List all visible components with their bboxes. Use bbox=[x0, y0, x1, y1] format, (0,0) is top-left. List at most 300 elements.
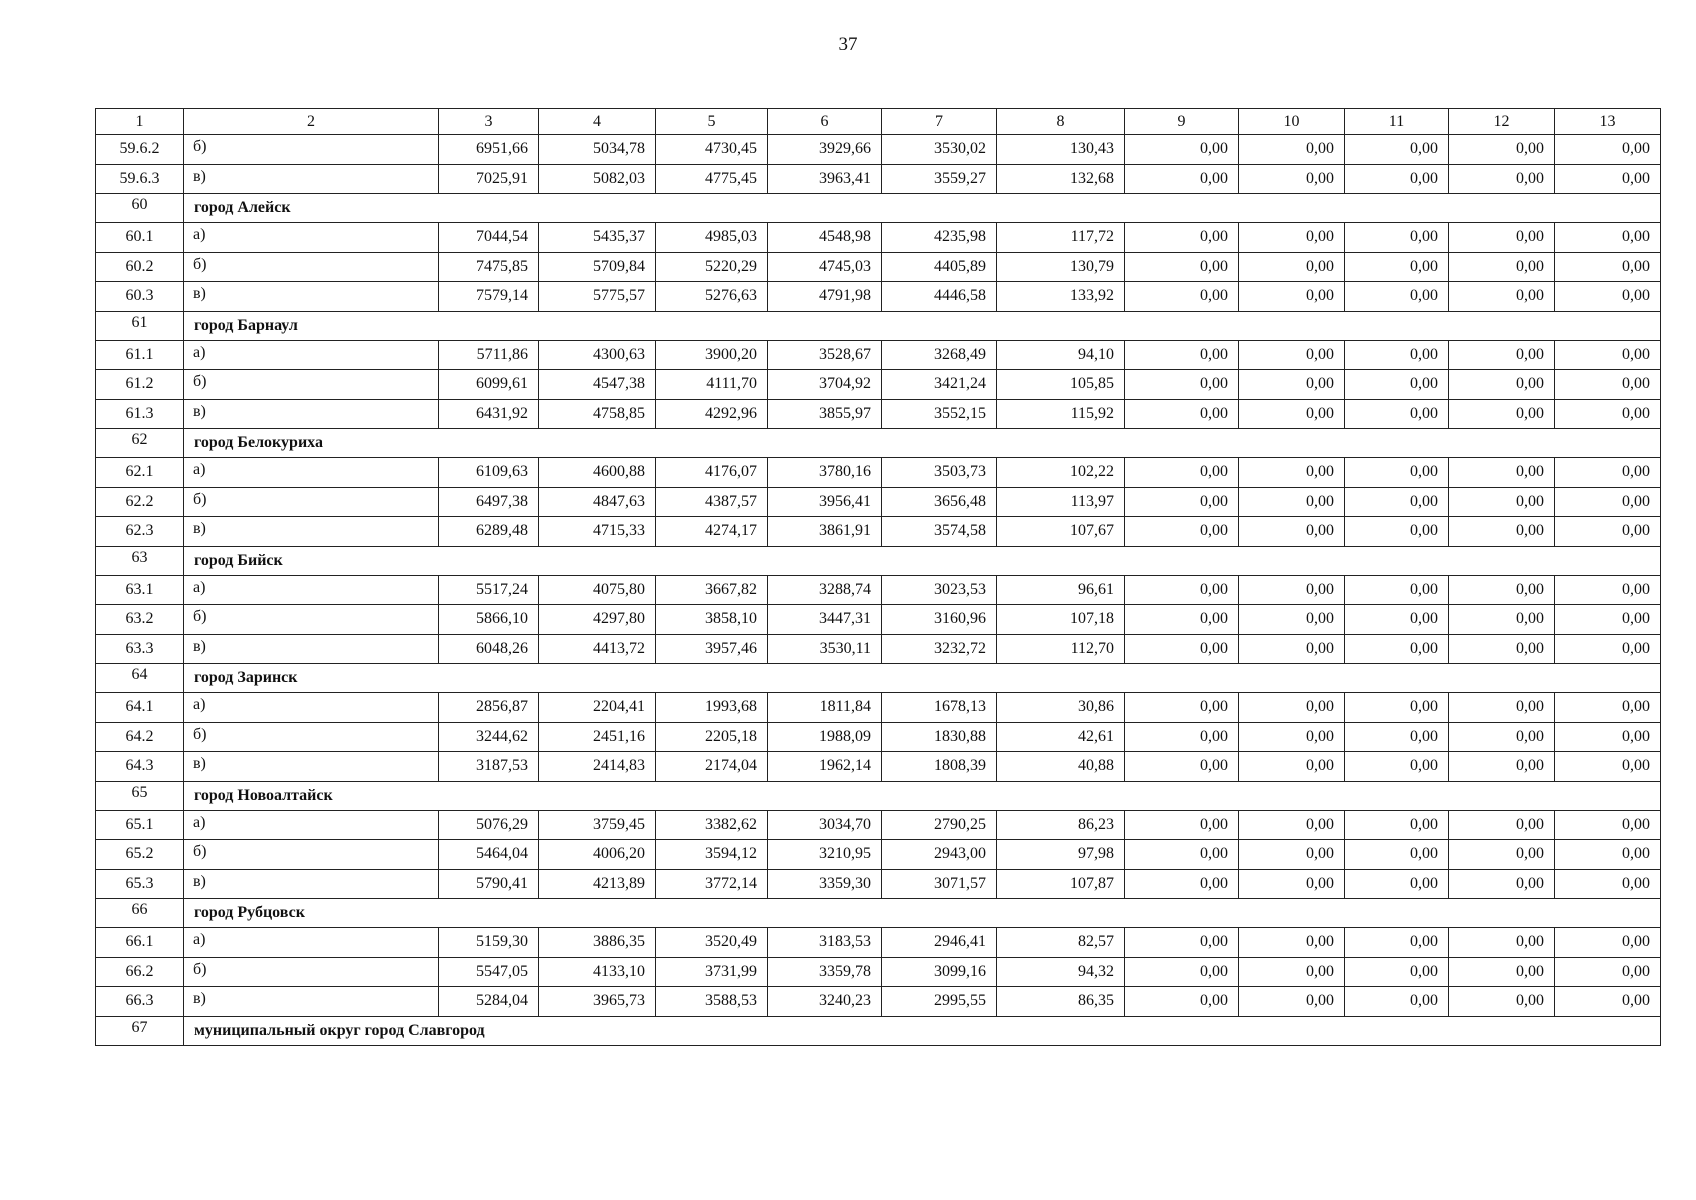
value-cell: 132,68 bbox=[997, 164, 1125, 194]
value-cell: 4213,89 bbox=[539, 869, 656, 899]
group-row bbox=[96, 664, 1661, 693]
value-cell: 107,87 bbox=[997, 869, 1125, 899]
value-cell: 1962,14 bbox=[768, 752, 882, 782]
value-cell: 4297,80 bbox=[539, 605, 656, 635]
column-header: 9 bbox=[1125, 109, 1239, 135]
column-header: 13 bbox=[1555, 109, 1661, 135]
value-cell: 94,10 bbox=[997, 340, 1125, 370]
value-cell: 3421,24 bbox=[882, 370, 997, 400]
value-cell: 0,00 bbox=[1555, 869, 1661, 899]
group-row bbox=[96, 194, 1661, 223]
row-code: 63.1 bbox=[96, 575, 184, 605]
value-cell: 0,00 bbox=[1239, 634, 1345, 664]
value-cell: 2946,41 bbox=[882, 928, 997, 958]
value-cell: 0,00 bbox=[1239, 282, 1345, 312]
value-cell: 4300,63 bbox=[539, 340, 656, 370]
value-cell: 0,00 bbox=[1449, 928, 1555, 958]
value-cell: 0,00 bbox=[1449, 164, 1555, 194]
value-cell: 0,00 bbox=[1449, 370, 1555, 400]
value-cell: 0,00 bbox=[1555, 517, 1661, 547]
value-cell: 3957,46 bbox=[656, 634, 768, 664]
value-cell: 3656,48 bbox=[882, 487, 997, 517]
table-row bbox=[96, 164, 1661, 194]
value-cell: 3759,45 bbox=[539, 810, 656, 840]
value-cell: 0,00 bbox=[1345, 869, 1449, 899]
value-cell: 6289,48 bbox=[439, 517, 539, 547]
group-name: город Алейск bbox=[184, 194, 1661, 223]
row-variant: б) bbox=[184, 252, 439, 282]
value-cell: 3588,53 bbox=[656, 987, 768, 1017]
value-cell: 0,00 bbox=[1345, 164, 1449, 194]
value-cell: 0,00 bbox=[1125, 399, 1239, 429]
row-code: 60.1 bbox=[96, 223, 184, 253]
row-variant: в) bbox=[184, 869, 439, 899]
value-cell: 0,00 bbox=[1449, 575, 1555, 605]
row-code: 63.3 bbox=[96, 634, 184, 664]
value-cell: 4446,58 bbox=[882, 282, 997, 312]
value-cell: 3232,72 bbox=[882, 634, 997, 664]
value-cell: 3160,96 bbox=[882, 605, 997, 635]
value-cell: 4715,33 bbox=[539, 517, 656, 547]
value-cell: 1988,09 bbox=[768, 722, 882, 752]
value-cell: 3244,62 bbox=[439, 722, 539, 752]
table-row bbox=[96, 722, 1661, 752]
group-code: 67 bbox=[96, 1016, 184, 1045]
value-cell: 0,00 bbox=[1555, 458, 1661, 488]
value-cell: 0,00 bbox=[1125, 928, 1239, 958]
value-cell: 5517,24 bbox=[439, 575, 539, 605]
tariff-table bbox=[95, 108, 1661, 1046]
row-code: 62.3 bbox=[96, 517, 184, 547]
value-cell: 0,00 bbox=[1555, 282, 1661, 312]
table-row bbox=[96, 517, 1661, 547]
value-cell: 0,00 bbox=[1345, 575, 1449, 605]
column-header: 5 bbox=[656, 109, 768, 135]
row-code: 65.3 bbox=[96, 869, 184, 899]
table-row bbox=[96, 693, 1661, 723]
table-row bbox=[96, 252, 1661, 282]
value-cell: 0,00 bbox=[1449, 869, 1555, 899]
value-cell: 3447,31 bbox=[768, 605, 882, 635]
value-cell: 0,00 bbox=[1125, 282, 1239, 312]
group-row bbox=[96, 1016, 1661, 1045]
value-cell: 0,00 bbox=[1345, 987, 1449, 1017]
value-cell: 5276,63 bbox=[656, 282, 768, 312]
group-name: город Новоалтайск bbox=[184, 781, 1661, 810]
row-code: 61.1 bbox=[96, 340, 184, 370]
value-cell: 3858,10 bbox=[656, 605, 768, 635]
value-cell: 0,00 bbox=[1345, 223, 1449, 253]
value-cell: 0,00 bbox=[1125, 957, 1239, 987]
value-cell: 0,00 bbox=[1345, 810, 1449, 840]
value-cell: 0,00 bbox=[1125, 722, 1239, 752]
value-cell: 0,00 bbox=[1125, 164, 1239, 194]
row-code: 64.2 bbox=[96, 722, 184, 752]
value-cell: 0,00 bbox=[1555, 605, 1661, 635]
value-cell: 97,98 bbox=[997, 840, 1125, 870]
value-cell: 0,00 bbox=[1125, 487, 1239, 517]
value-cell: 0,00 bbox=[1125, 370, 1239, 400]
value-cell: 5790,41 bbox=[439, 869, 539, 899]
value-cell: 3963,41 bbox=[768, 164, 882, 194]
column-header: 2 bbox=[184, 109, 439, 135]
value-cell: 105,85 bbox=[997, 370, 1125, 400]
value-cell: 1811,84 bbox=[768, 693, 882, 723]
value-cell: 7475,85 bbox=[439, 252, 539, 282]
value-cell: 0,00 bbox=[1449, 399, 1555, 429]
value-cell: 2943,00 bbox=[882, 840, 997, 870]
row-code: 66.1 bbox=[96, 928, 184, 958]
value-cell: 0,00 bbox=[1239, 722, 1345, 752]
value-cell: 0,00 bbox=[1555, 370, 1661, 400]
value-cell: 0,00 bbox=[1555, 575, 1661, 605]
value-cell: 0,00 bbox=[1125, 752, 1239, 782]
value-cell: 3929,66 bbox=[768, 135, 882, 165]
table-row bbox=[96, 135, 1661, 165]
value-cell: 5775,57 bbox=[539, 282, 656, 312]
group-name: муниципальный округ город Славгород bbox=[184, 1016, 1661, 1045]
value-cell: 4292,96 bbox=[656, 399, 768, 429]
value-cell: 0,00 bbox=[1125, 987, 1239, 1017]
value-cell: 42,61 bbox=[997, 722, 1125, 752]
value-cell: 0,00 bbox=[1449, 957, 1555, 987]
row-code: 61.3 bbox=[96, 399, 184, 429]
value-cell: 0,00 bbox=[1449, 752, 1555, 782]
value-cell: 0,00 bbox=[1125, 605, 1239, 635]
table-row bbox=[96, 575, 1661, 605]
value-cell: 0,00 bbox=[1239, 957, 1345, 987]
value-cell: 133,92 bbox=[997, 282, 1125, 312]
value-cell: 0,00 bbox=[1345, 928, 1449, 958]
row-variant: а) bbox=[184, 340, 439, 370]
value-cell: 0,00 bbox=[1125, 575, 1239, 605]
row-variant: а) bbox=[184, 928, 439, 958]
column-header: 6 bbox=[768, 109, 882, 135]
value-cell: 0,00 bbox=[1449, 693, 1555, 723]
value-cell: 0,00 bbox=[1345, 399, 1449, 429]
value-cell: 2204,41 bbox=[539, 693, 656, 723]
column-header: 7 bbox=[882, 109, 997, 135]
value-cell: 4548,98 bbox=[768, 223, 882, 253]
value-cell: 0,00 bbox=[1449, 810, 1555, 840]
value-cell: 1993,68 bbox=[656, 693, 768, 723]
value-cell: 3552,15 bbox=[882, 399, 997, 429]
table-row bbox=[96, 840, 1661, 870]
value-cell: 0,00 bbox=[1449, 458, 1555, 488]
value-cell: 0,00 bbox=[1239, 752, 1345, 782]
column-header: 11 bbox=[1345, 109, 1449, 135]
value-cell: 5547,05 bbox=[439, 957, 539, 987]
value-cell: 1678,13 bbox=[882, 693, 997, 723]
value-cell: 6431,92 bbox=[439, 399, 539, 429]
value-cell: 3187,53 bbox=[439, 752, 539, 782]
value-cell: 3503,73 bbox=[882, 458, 997, 488]
row-code: 63.2 bbox=[96, 605, 184, 635]
value-cell: 0,00 bbox=[1239, 399, 1345, 429]
page-number: 37 bbox=[838, 34, 858, 55]
value-cell: 130,43 bbox=[997, 135, 1125, 165]
value-cell: 0,00 bbox=[1345, 722, 1449, 752]
table-row bbox=[96, 810, 1661, 840]
row-variant: в) bbox=[184, 987, 439, 1017]
row-code: 66.3 bbox=[96, 987, 184, 1017]
value-cell: 3780,16 bbox=[768, 458, 882, 488]
value-cell: 3099,16 bbox=[882, 957, 997, 987]
value-cell: 86,23 bbox=[997, 810, 1125, 840]
row-code: 60.3 bbox=[96, 282, 184, 312]
value-cell: 4176,07 bbox=[656, 458, 768, 488]
value-cell: 0,00 bbox=[1449, 252, 1555, 282]
group-code: 63 bbox=[96, 546, 184, 575]
value-cell: 1808,39 bbox=[882, 752, 997, 782]
value-cell: 4075,80 bbox=[539, 575, 656, 605]
value-cell: 0,00 bbox=[1449, 517, 1555, 547]
group-code: 62 bbox=[96, 429, 184, 458]
value-cell: 4133,10 bbox=[539, 957, 656, 987]
value-cell: 40,88 bbox=[997, 752, 1125, 782]
group-row bbox=[96, 899, 1661, 928]
column-header: 8 bbox=[997, 109, 1125, 135]
value-cell: 117,72 bbox=[997, 223, 1125, 253]
value-cell: 0,00 bbox=[1555, 340, 1661, 370]
row-variant: б) bbox=[184, 135, 439, 165]
value-cell: 5435,37 bbox=[539, 223, 656, 253]
table-row bbox=[96, 458, 1661, 488]
value-cell: 0,00 bbox=[1239, 370, 1345, 400]
value-cell: 0,00 bbox=[1239, 840, 1345, 870]
value-cell: 3574,58 bbox=[882, 517, 997, 547]
row-variant: а) bbox=[184, 575, 439, 605]
value-cell: 3210,95 bbox=[768, 840, 882, 870]
table-row bbox=[96, 223, 1661, 253]
value-cell: 7044,54 bbox=[439, 223, 539, 253]
value-cell: 0,00 bbox=[1125, 634, 1239, 664]
value-cell: 4745,03 bbox=[768, 252, 882, 282]
value-cell: 5284,04 bbox=[439, 987, 539, 1017]
value-cell: 4847,63 bbox=[539, 487, 656, 517]
value-cell: 0,00 bbox=[1239, 693, 1345, 723]
value-cell: 96,61 bbox=[997, 575, 1125, 605]
value-cell: 5076,29 bbox=[439, 810, 539, 840]
table-row bbox=[96, 634, 1661, 664]
group-code: 61 bbox=[96, 311, 184, 340]
group-name: город Заринск bbox=[184, 664, 1661, 693]
table-row bbox=[96, 605, 1661, 635]
value-cell: 4600,88 bbox=[539, 458, 656, 488]
table-row bbox=[96, 752, 1661, 782]
row-variant: б) bbox=[184, 605, 439, 635]
value-cell: 0,00 bbox=[1125, 340, 1239, 370]
value-cell: 3900,20 bbox=[656, 340, 768, 370]
value-cell: 6099,61 bbox=[439, 370, 539, 400]
value-cell: 5711,86 bbox=[439, 340, 539, 370]
value-cell: 5034,78 bbox=[539, 135, 656, 165]
value-cell: 3772,14 bbox=[656, 869, 768, 899]
value-cell: 0,00 bbox=[1449, 223, 1555, 253]
value-cell: 0,00 bbox=[1555, 957, 1661, 987]
value-cell: 102,22 bbox=[997, 458, 1125, 488]
value-cell: 0,00 bbox=[1345, 752, 1449, 782]
value-cell: 0,00 bbox=[1345, 840, 1449, 870]
value-cell: 0,00 bbox=[1239, 340, 1345, 370]
value-cell: 107,67 bbox=[997, 517, 1125, 547]
value-cell: 2451,16 bbox=[539, 722, 656, 752]
value-cell: 0,00 bbox=[1555, 752, 1661, 782]
value-cell: 0,00 bbox=[1239, 869, 1345, 899]
row-variant: а) bbox=[184, 458, 439, 488]
value-cell: 0,00 bbox=[1239, 487, 1345, 517]
value-cell: 3183,53 bbox=[768, 928, 882, 958]
row-code: 65.2 bbox=[96, 840, 184, 870]
value-cell: 0,00 bbox=[1555, 399, 1661, 429]
value-cell: 115,92 bbox=[997, 399, 1125, 429]
value-cell: 3034,70 bbox=[768, 810, 882, 840]
value-cell: 0,00 bbox=[1345, 517, 1449, 547]
value-cell: 30,86 bbox=[997, 693, 1125, 723]
table-row bbox=[96, 869, 1661, 899]
value-cell: 0,00 bbox=[1345, 957, 1449, 987]
value-cell: 3359,30 bbox=[768, 869, 882, 899]
group-name: город Белокуриха bbox=[184, 429, 1661, 458]
value-cell: 4985,03 bbox=[656, 223, 768, 253]
value-cell: 3861,91 bbox=[768, 517, 882, 547]
row-code: 65.1 bbox=[96, 810, 184, 840]
value-cell: 0,00 bbox=[1239, 252, 1345, 282]
value-cell: 0,00 bbox=[1239, 605, 1345, 635]
value-cell: 0,00 bbox=[1239, 987, 1345, 1017]
value-cell: 0,00 bbox=[1345, 252, 1449, 282]
value-cell: 0,00 bbox=[1345, 282, 1449, 312]
value-cell: 4791,98 bbox=[768, 282, 882, 312]
row-code: 61.2 bbox=[96, 370, 184, 400]
value-cell: 2414,83 bbox=[539, 752, 656, 782]
value-cell: 4730,45 bbox=[656, 135, 768, 165]
value-cell: 112,70 bbox=[997, 634, 1125, 664]
value-cell: 3520,49 bbox=[656, 928, 768, 958]
value-cell: 2205,18 bbox=[656, 722, 768, 752]
value-cell: 3956,41 bbox=[768, 487, 882, 517]
value-cell: 0,00 bbox=[1239, 223, 1345, 253]
value-cell: 86,35 bbox=[997, 987, 1125, 1017]
value-cell: 107,18 bbox=[997, 605, 1125, 635]
value-cell: 3965,73 bbox=[539, 987, 656, 1017]
row-code: 59.6.2 bbox=[96, 135, 184, 165]
value-cell: 0,00 bbox=[1555, 223, 1661, 253]
row-variant: б) bbox=[184, 957, 439, 987]
row-variant: а) bbox=[184, 693, 439, 723]
value-cell: 3359,78 bbox=[768, 957, 882, 987]
value-cell: 0,00 bbox=[1125, 252, 1239, 282]
value-cell: 0,00 bbox=[1555, 722, 1661, 752]
value-cell: 0,00 bbox=[1345, 340, 1449, 370]
value-cell: 3886,35 bbox=[539, 928, 656, 958]
row-variant: б) bbox=[184, 840, 439, 870]
row-code: 66.2 bbox=[96, 957, 184, 987]
value-cell: 5082,03 bbox=[539, 164, 656, 194]
value-cell: 0,00 bbox=[1125, 517, 1239, 547]
value-cell: 0,00 bbox=[1449, 605, 1555, 635]
group-row bbox=[96, 781, 1661, 810]
row-variant: в) bbox=[184, 634, 439, 664]
value-cell: 4758,85 bbox=[539, 399, 656, 429]
value-cell: 2995,55 bbox=[882, 987, 997, 1017]
value-cell: 130,79 bbox=[997, 252, 1125, 282]
value-cell: 2174,04 bbox=[656, 752, 768, 782]
value-cell: 0,00 bbox=[1555, 693, 1661, 723]
value-cell: 0,00 bbox=[1125, 810, 1239, 840]
value-cell: 4235,98 bbox=[882, 223, 997, 253]
value-cell: 4775,45 bbox=[656, 164, 768, 194]
value-cell: 0,00 bbox=[1345, 458, 1449, 488]
table-row bbox=[96, 282, 1661, 312]
value-cell: 0,00 bbox=[1239, 575, 1345, 605]
value-cell: 3023,53 bbox=[882, 575, 997, 605]
value-cell: 3530,11 bbox=[768, 634, 882, 664]
value-cell: 0,00 bbox=[1125, 135, 1239, 165]
value-cell: 5866,10 bbox=[439, 605, 539, 635]
row-code: 64.3 bbox=[96, 752, 184, 782]
row-variant: б) bbox=[184, 722, 439, 752]
column-header: 10 bbox=[1239, 109, 1345, 135]
row-variant: в) bbox=[184, 752, 439, 782]
value-cell: 0,00 bbox=[1125, 840, 1239, 870]
table-row bbox=[96, 487, 1661, 517]
column-header: 3 bbox=[439, 109, 539, 135]
value-cell: 0,00 bbox=[1449, 987, 1555, 1017]
value-cell: 3528,67 bbox=[768, 340, 882, 370]
value-cell: 5220,29 bbox=[656, 252, 768, 282]
value-cell: 0,00 bbox=[1239, 164, 1345, 194]
value-cell: 6951,66 bbox=[439, 135, 539, 165]
table-row bbox=[96, 928, 1661, 958]
value-cell: 0,00 bbox=[1555, 135, 1661, 165]
group-name: город Барнаул bbox=[184, 311, 1661, 340]
value-cell: 4274,17 bbox=[656, 517, 768, 547]
value-cell: 94,32 bbox=[997, 957, 1125, 987]
value-cell: 6109,63 bbox=[439, 458, 539, 488]
value-cell: 0,00 bbox=[1345, 605, 1449, 635]
value-cell: 2790,25 bbox=[882, 810, 997, 840]
value-cell: 6497,38 bbox=[439, 487, 539, 517]
value-cell: 0,00 bbox=[1555, 634, 1661, 664]
value-cell: 0,00 bbox=[1449, 135, 1555, 165]
value-cell: 3855,97 bbox=[768, 399, 882, 429]
table-row bbox=[96, 987, 1661, 1017]
column-header: 1 bbox=[96, 109, 184, 135]
value-cell: 3268,49 bbox=[882, 340, 997, 370]
group-row bbox=[96, 546, 1661, 575]
table-row bbox=[96, 370, 1661, 400]
value-cell: 0,00 bbox=[1125, 223, 1239, 253]
value-cell: 0,00 bbox=[1239, 517, 1345, 547]
value-cell: 3559,27 bbox=[882, 164, 997, 194]
value-cell: 0,00 bbox=[1345, 693, 1449, 723]
value-cell: 0,00 bbox=[1555, 810, 1661, 840]
value-cell: 4413,72 bbox=[539, 634, 656, 664]
row-code: 62.2 bbox=[96, 487, 184, 517]
row-code: 64.1 bbox=[96, 693, 184, 723]
group-name: город Бийск bbox=[184, 546, 1661, 575]
value-cell: 0,00 bbox=[1239, 928, 1345, 958]
value-cell: 0,00 bbox=[1555, 487, 1661, 517]
value-cell: 0,00 bbox=[1345, 135, 1449, 165]
group-code: 64 bbox=[96, 664, 184, 693]
group-code: 66 bbox=[96, 899, 184, 928]
value-cell: 3704,92 bbox=[768, 370, 882, 400]
group-name: город Рубцовск bbox=[184, 899, 1661, 928]
value-cell: 113,97 bbox=[997, 487, 1125, 517]
value-cell: 4405,89 bbox=[882, 252, 997, 282]
